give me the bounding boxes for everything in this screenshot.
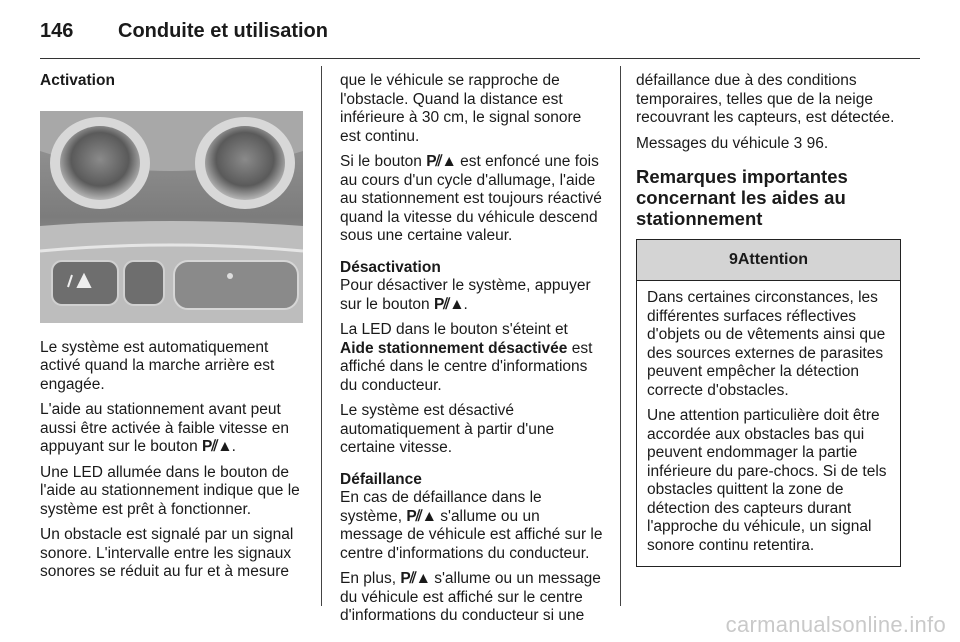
text-run: . <box>231 438 236 455</box>
text-run: Pour désactiver le système, appuyer sur le bouton <box>340 277 591 313</box>
paragraph <box>340 489 605 563</box>
text-run: L'aide au stationnement avant peut aussi être activée à faible vitesse en appuyant sur le bouton <box>40 401 289 455</box>
warning-header <box>637 240 900 281</box>
paragraph: défaillance due à des conditions temporaires, telles que de la neige recouvrant les capteurs, est détectée. <box>636 72 895 126</box>
park-assist-button-icon: P⫽▲ <box>433 295 464 313</box>
text-run: s'allume ou un message de véhicule est affiché sur le centre d'informations du conducteur. <box>340 507 603 562</box>
paragraph <box>340 321 605 395</box>
cross-reference-arrow-icon: 3 <box>793 134 803 152</box>
paragraph: Dans certaines circonstances, les différentes surfaces réflectives d'objets ou de vêtements ainsi que des sources externes de parasites peuvent empêcher la détection correcte d'obstacles. <box>647 289 886 399</box>
paragraph: Le système est automatiquement activé quand la marche arrière est engagée. <box>40 338 275 393</box>
paragraph: Le système est désactivé automatiquement à partir d'une certaine vitesse. <box>340 402 555 456</box>
warning-title: Attention <box>737 251 809 268</box>
text-run: est enfoncé une fois au cours d'un cycle d'allumage, l'aide au stationnement est toujours réactivé quand la vitesse du véhicule descend sous une certaine valeur. <box>340 153 602 244</box>
page-title: Conduite et utilisation <box>118 20 328 42</box>
paragraph <box>340 153 605 246</box>
text-run: Messages du véhicule <box>636 134 794 152</box>
text-run: En cas de défaillance dans le système, <box>340 489 542 525</box>
column-divider-1 <box>321 66 322 606</box>
column-1 <box>40 72 304 589</box>
paragraph: Une LED allumée dans le bouton de l'aide au stationnement indique que le système est prêt à fonctionner. <box>40 463 300 518</box>
section-heading-remarks: Remarques importantes concernant les aides au stationnement <box>636 166 848 229</box>
warning-body <box>637 281 900 566</box>
text-run: est affiché dans le centre d'informations du conducteur. <box>340 339 593 394</box>
text-run: . <box>463 295 468 313</box>
column-2 <box>340 72 605 633</box>
header-rule <box>40 58 920 59</box>
column-divider-2 <box>620 66 621 606</box>
text-run: s'allume ou un message du véhicule est affiché sur le centre d'informations du conducteur si une <box>340 570 601 624</box>
paragraph: Une attention particulière doit être accordée aux obstacles bas qui peuvent endommager la partie inférieure du pare-chocs. Si de tels obstacles quittent la zone de détection des capteurs durant l'approche du véhicule, un signal sonore continu retentira. <box>647 407 887 554</box>
column-3 <box>636 72 901 567</box>
text-run: 96. <box>802 134 829 152</box>
text-run: Si le bouton <box>340 153 427 170</box>
text-run: La LED dans le bouton s'éteint et <box>340 321 568 338</box>
paragraph: que le véhicule se rapproche de l'obstacle. Quand la distance est inférieure à 30 cm, le signal sonore est continu. <box>340 72 582 145</box>
watermark: carmanualsonline.info <box>725 612 946 637</box>
warning-triangle-icon: 9 <box>728 251 738 268</box>
page-header <box>40 20 920 60</box>
paragraph: Un obstacle est signalé par un signal sonore. L'intervalle entre les signaux sonores se réduit au fur et à mesure <box>40 526 294 580</box>
park-assist-button-photo <box>40 111 303 323</box>
paragraph <box>340 277 605 314</box>
section-heading-activation: Activation <box>40 72 115 89</box>
section-heading-failure: Défaillance <box>340 470 422 488</box>
park-assist-button-icon: P⫽▲ <box>406 507 436 525</box>
page-number: 146 <box>40 20 74 42</box>
section-heading-deactivation: Désactivation <box>340 258 441 276</box>
paragraph <box>636 135 901 154</box>
warning-box <box>636 239 901 567</box>
text-run: En plus, <box>340 570 401 587</box>
park-assist-button-icon: P⫽▲ <box>400 570 430 587</box>
park-assist-button-icon: P⫽▲ <box>426 153 456 170</box>
paragraph <box>340 570 605 626</box>
display-message: Aide stationnement désactivée <box>340 339 568 357</box>
paragraph <box>40 401 304 457</box>
park-assist-button-icon: P⫽▲ <box>202 438 232 455</box>
